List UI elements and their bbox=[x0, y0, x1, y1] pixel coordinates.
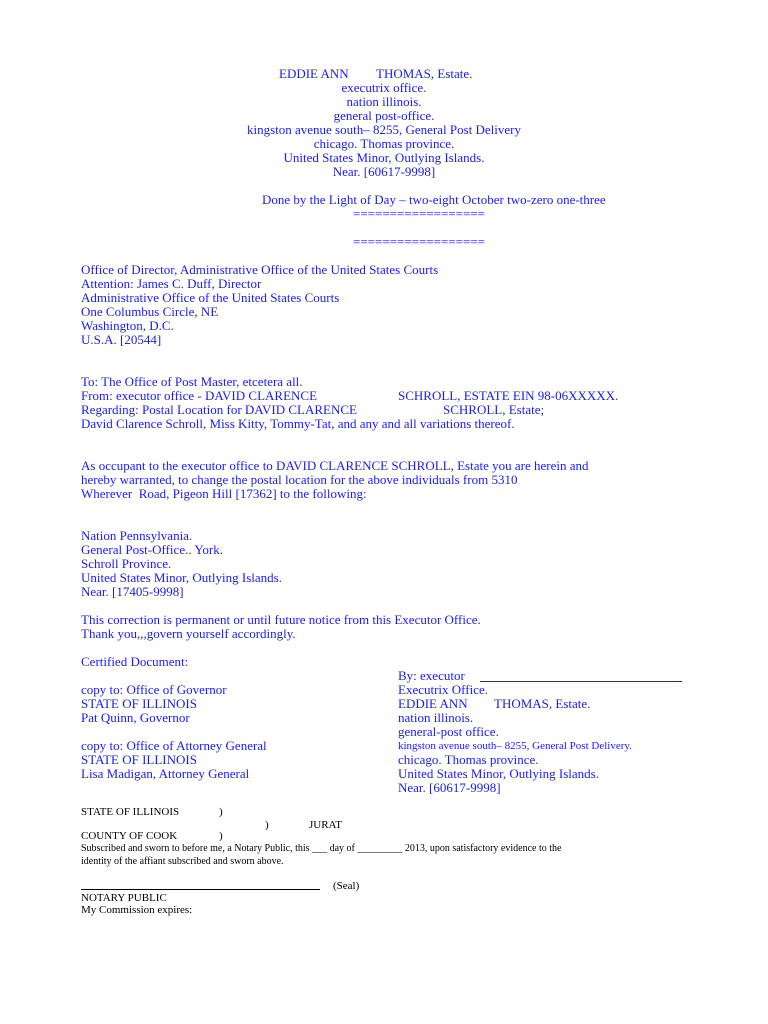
address-line: United States Minor, Outlying Islands. bbox=[81, 570, 282, 585]
jurat-text: identity of the affiant subscribed and sworn above. bbox=[81, 856, 284, 867]
header-line: general post-office. bbox=[333, 108, 435, 123]
jurat-text: Subscribed and sworn to before me, a Notary Public, this ___ day of _________ 2013, upon satisfactory evidence to the bbox=[81, 843, 562, 854]
copy-line: Lisa Madigan, Attorney General bbox=[81, 766, 250, 781]
body-line: As occupant to the executor office to DAVID CLARENCE SCHROLL, Estate you are herein and bbox=[81, 458, 589, 473]
recipient-line: Office of Director, Administrative Office of the United States Courts bbox=[81, 262, 439, 277]
signature-line-text: United States Minor, Outlying Islands. bbox=[398, 766, 599, 781]
separator-line: ================== bbox=[353, 234, 485, 249]
body-line: hereby warranted, to change the postal location for the above individuals from 5310 bbox=[81, 472, 518, 487]
copy-line: STATE OF ILLINOIS bbox=[81, 752, 197, 767]
memo-names: David Clarence Schroll, Miss Kitty, Tommy-Tat, and any and all variations thereof. bbox=[81, 416, 515, 431]
recipient-line: Administrative Office of the United States Courts bbox=[81, 290, 340, 305]
signature-name-first: EDDIE ANN bbox=[398, 696, 468, 711]
memo-from-cont: SCHROLL, ESTATE EIN 98-06XXXXX. bbox=[398, 388, 619, 403]
notary-label: NOTARY PUBLIC bbox=[81, 892, 167, 904]
recipient-line: Washington, D.C. bbox=[81, 318, 174, 333]
header-name-last: THOMAS, Estate. bbox=[376, 66, 473, 81]
copy-line: STATE OF ILLINOIS bbox=[81, 696, 197, 711]
signature-office: Executrix Office. bbox=[398, 682, 488, 697]
signature-line-text: nation illinois. bbox=[398, 710, 474, 725]
signature-line bbox=[480, 681, 682, 682]
header-line: kingston avenue south– 8255, General Post Delivery bbox=[246, 122, 522, 137]
memo-regarding: Regarding: Postal Location for DAVID CLARENCE bbox=[81, 402, 357, 417]
memo-regarding-cont: SCHROLL, Estate; bbox=[443, 402, 545, 417]
jurat-title: JURAT bbox=[309, 819, 343, 831]
signature-line-text: chicago. Thomas province. bbox=[398, 752, 539, 767]
certified-label: Certified Document: bbox=[81, 654, 189, 669]
notary-signature-line bbox=[81, 889, 320, 890]
jurat-county: COUNTY OF COOK bbox=[81, 830, 178, 842]
commission-label: My Commission expires: bbox=[81, 904, 193, 916]
recipient-line: Attention: James C. Duff, Director bbox=[81, 276, 262, 291]
closing-line: This correction is permanent or until future notice from this Executor Office. bbox=[81, 612, 481, 627]
header-line: nation illinois. bbox=[346, 94, 422, 109]
signature-line-text: Near. [60617-9998] bbox=[398, 780, 501, 795]
signature-line-text: kingston avenue south– 8255, General Post Delivery. bbox=[398, 740, 632, 752]
signature-line-text: general-post office. bbox=[398, 724, 499, 739]
jurat-paren: ) bbox=[265, 819, 269, 831]
header-line: United States Minor, Outlying Islands. bbox=[283, 150, 485, 165]
recipient-line: One Columbus Circle, NE bbox=[81, 304, 219, 319]
signature-by-label: By: executor bbox=[398, 668, 469, 683]
header-line: executrix office. bbox=[341, 80, 427, 95]
address-line: Nation Pennsylvania. bbox=[81, 528, 193, 543]
jurat-state: STATE OF ILLINOIS bbox=[81, 806, 180, 818]
header-line: chicago. Thomas province. bbox=[313, 136, 455, 151]
address-line: Near. [17405-9998] bbox=[81, 584, 184, 599]
jurat-paren: ) bbox=[219, 830, 223, 842]
recipient-line: U.S.A. [20544] bbox=[81, 332, 162, 347]
header-name-first: EDDIE ANN bbox=[279, 66, 349, 81]
body-line: Wherever Road, Pigeon Hill [17362] to the following: bbox=[81, 486, 367, 501]
memo-from: From: executor office - DAVID CLARENCE bbox=[81, 388, 318, 403]
copy-line: copy to: Office of Attorney General bbox=[81, 738, 267, 753]
date-line: Done by the Light of Day – two-eight October two-zero one-three bbox=[262, 192, 606, 207]
seal-label: (Seal) bbox=[333, 880, 360, 892]
copy-line: Pat Quinn, Governor bbox=[81, 710, 190, 725]
signature-name-last: THOMAS, Estate. bbox=[494, 696, 591, 711]
memo-to: To: The Office of Post Master, etcetera all. bbox=[81, 374, 303, 389]
address-line: Schroll Province. bbox=[81, 556, 172, 571]
separator-line: ================== bbox=[353, 206, 485, 221]
address-line: General Post-Office.. York. bbox=[81, 542, 224, 557]
jurat-paren: ) bbox=[219, 806, 223, 818]
header-line: Near. [60617-9998] bbox=[332, 164, 436, 179]
copy-line: copy to: Office of Governor bbox=[81, 682, 227, 697]
closing-line: Thank you,,,govern yourself accordingly. bbox=[81, 626, 296, 641]
